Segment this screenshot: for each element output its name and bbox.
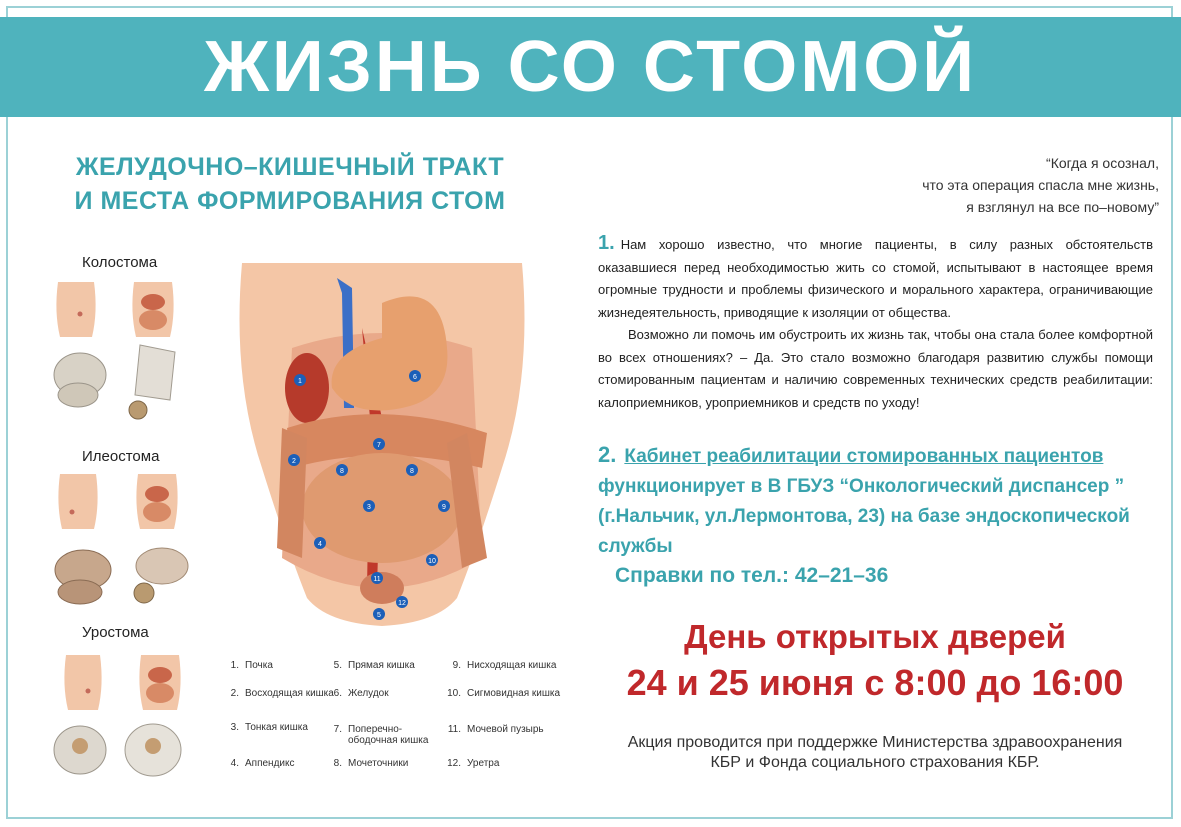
ileostomy-torso-image	[52, 474, 104, 529]
legend-item: 8. Мочеточники	[333, 758, 409, 769]
open-day-dates: 24 и 25 июня с 8:00 до 16:00	[626, 662, 1124, 703]
marker-9-label: 9	[442, 504, 446, 511]
legend-item: 12. Уретра	[447, 758, 500, 769]
legend-item: 6. Желудок	[333, 688, 389, 699]
phone-info: Справки по тел.: 42–21–36	[615, 564, 889, 587]
legend-item: 1. Почка	[230, 660, 273, 671]
marker-4-label: 4	[318, 541, 322, 548]
legend-item: 3. Тонкая кишка	[230, 722, 308, 733]
legend-item: 4. Аппендикс	[230, 758, 295, 769]
marker-8a-label: 8	[340, 468, 344, 475]
section-1-paragraph-2: Возможно ли помочь им обустроить их жизнь так, чтобы она стала более комфортной во всех отношениях? – Да. Это стало возможно благодаря развитию службы помощи стомированным пациентам и наличию современных технических средств реабилитации: калоприемников, уроприемников и средств по уходу!	[598, 327, 1153, 410]
section-1-number: 1.	[598, 232, 615, 254]
colostomy-organs-image	[128, 282, 178, 337]
quote-line-3: я взглянул на все по–новому”	[966, 199, 1159, 215]
marker-6-label: 6	[413, 374, 417, 381]
legend-item: 9. Нисходящая кишка	[452, 660, 557, 671]
open-day-announcement	[560, 615, 1181, 707]
rehab-office-link[interactable]: Кабинет реабилитации стомированных пациентов	[624, 446, 1104, 467]
colostomy-pouch-image-2	[120, 340, 180, 420]
ileostomy-organs-image	[132, 474, 182, 529]
quote-line-2: что эта операция спасла мне жизнь,	[922, 177, 1159, 193]
section-2	[598, 440, 1158, 562]
urostomy-label: Уростома	[82, 624, 149, 641]
marker-7-label: 7	[377, 442, 381, 449]
colostomy-torso-image	[50, 282, 102, 337]
ileostomy-label: Илеостома	[82, 448, 160, 465]
urostomy-organs-image	[135, 655, 185, 710]
legend-item: 7. Поперечно-ободочная кишка	[333, 724, 429, 746]
sponsor-line-1: Акция проводится при поддержке Министерства здравоохранения	[627, 734, 1123, 751]
subtitle-line-1: ЖЕЛУДОЧНО–КИШЕЧНЫЙ ТРАКТ	[75, 153, 505, 181]
quote-line-1: “Когда я осознал,	[1046, 155, 1159, 171]
marker-12-label: 12	[398, 600, 406, 607]
legend-item: 5. Прямая кишка	[333, 660, 415, 671]
sponsor-line-2: КБР и Фонда социального страхования КБР.	[710, 754, 1040, 771]
marker-2-label: 2	[292, 458, 296, 465]
page-title: ЖИЗНЬ СО СТОМОЙ	[203, 27, 977, 107]
legend-item: 2. Восходящая кишка	[230, 688, 334, 699]
section-1	[598, 232, 1153, 414]
section-2-text: функционирует в В ГБУЗ “Онкологический диспансер ” (г.Нальчик, ул.Лермонтова, 23) на базе эндоскопической службы	[598, 476, 1130, 557]
section-1-paragraph-1: Нам хорошо известно, что многие пациенты, в силу разных обстоятельств оказавшиеся перед необходимостью жить со стомой, испытывают в настоящее время огромные трудности и проблемы физического и морального характера, ограничивающие жизнедеятельность, приводящие к изоляции от общества.	[598, 237, 1153, 320]
ileostomy-pouch-image-2	[122, 538, 192, 608]
marker-5-label: 5	[377, 612, 381, 619]
patient-quote	[739, 152, 1159, 218]
section-subtitle	[40, 150, 540, 218]
urostomy-pouch-image-2	[122, 716, 184, 784]
open-day-title: День открытых дверей	[684, 618, 1066, 655]
marker-8b-label: 8	[410, 468, 414, 475]
ileostomy-pouch-image	[48, 540, 118, 610]
urostomy-torso-image	[58, 655, 108, 710]
legend-item: 10. Сигмовидная кишка	[447, 688, 561, 699]
sponsor-note	[560, 733, 1181, 773]
marker-10-label: 10	[428, 558, 436, 565]
colostomy-pouch-image	[50, 345, 110, 410]
section-2-number: 2.	[598, 442, 617, 467]
legend-item: 11. Мочевой пузырь	[447, 724, 544, 735]
marker-1-label: 1	[298, 378, 302, 385]
colostomy-label: Колостома	[82, 254, 158, 271]
digestive-tract-diagram	[232, 258, 532, 628]
marker-11-label: 11	[373, 576, 381, 583]
marker-3-label: 3	[367, 504, 371, 511]
urostomy-pouch-image	[50, 718, 110, 783]
title-banner	[0, 17, 1181, 117]
subtitle-line-2: И МЕСТА ФОРМИРОВАНИЯ СТОМ	[74, 187, 506, 215]
